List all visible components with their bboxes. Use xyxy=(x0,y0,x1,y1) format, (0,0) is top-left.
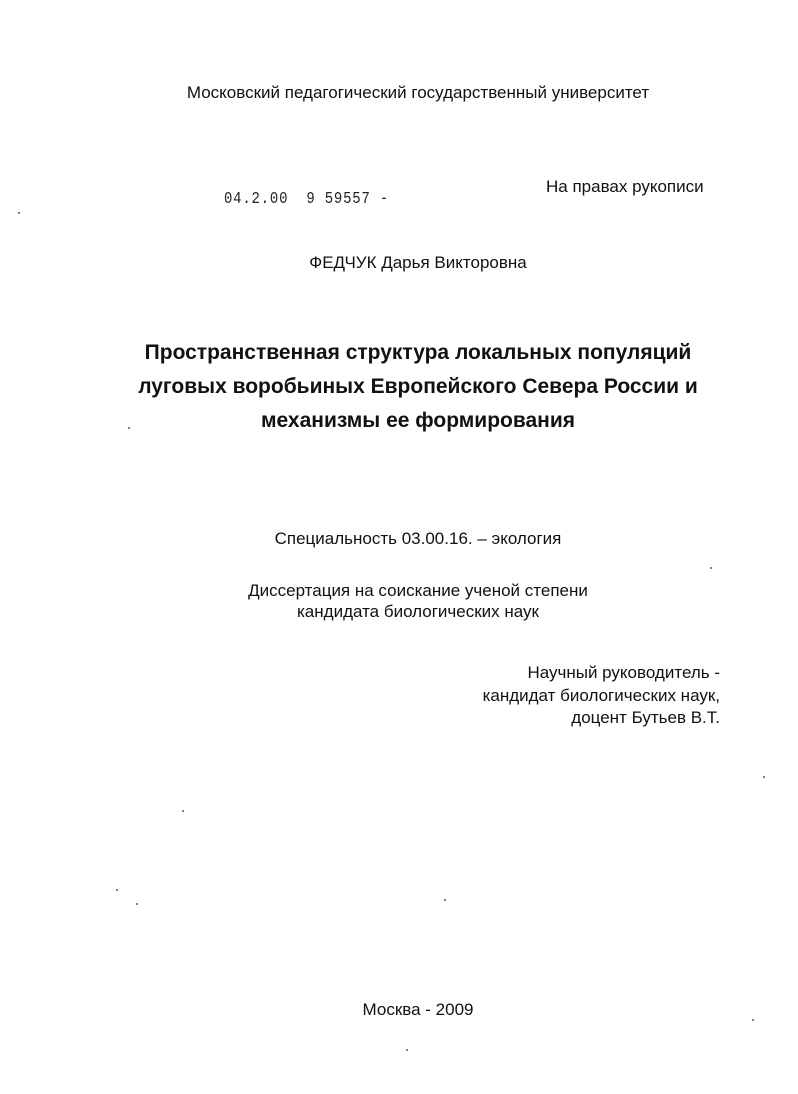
title-line-2: луговых воробьиных Европейского Севера России и xyxy=(138,375,698,398)
specialty: Специальность 03.00.16. – экология xyxy=(274,529,562,548)
scan-speck xyxy=(710,567,712,569)
author-name: ФЕДЧУК Дарья Викторовна xyxy=(309,253,527,272)
university-name: Московский педагогический государственный университет xyxy=(186,83,650,102)
dissertation-line-2: кандидата биологических наук xyxy=(297,602,539,621)
stamp-date: 04.2.00 xyxy=(224,190,289,209)
dissertation-line-1: Диссертация на соискание ученой степени xyxy=(248,581,588,600)
title-line-1: Пространственная структура локальных популяций xyxy=(144,341,692,364)
supervisor-line-1: Научный руководитель - xyxy=(527,663,720,682)
supervisor-line-3: доцент Бутьев В.Т. xyxy=(571,708,720,727)
scan-speck xyxy=(406,1049,408,1051)
title-line-3: механизмы ее формирования xyxy=(260,409,576,432)
scan-speck xyxy=(136,903,138,905)
scan-speck xyxy=(182,810,184,812)
scan-speck xyxy=(444,899,446,901)
scan-speck xyxy=(128,427,130,429)
supervisor-line-2: кандидат биологических наук, xyxy=(482,686,720,705)
library-stamp xyxy=(224,190,389,209)
scan-speck xyxy=(763,776,765,778)
scan-speck xyxy=(752,1019,754,1021)
scan-speck xyxy=(18,212,20,214)
scan-speck xyxy=(116,889,118,891)
manuscript-rights-note: На правах рукописи xyxy=(546,177,704,196)
stamp-number: 9 59557 - xyxy=(306,190,390,209)
city-year: Москва - 2009 xyxy=(362,1000,474,1019)
